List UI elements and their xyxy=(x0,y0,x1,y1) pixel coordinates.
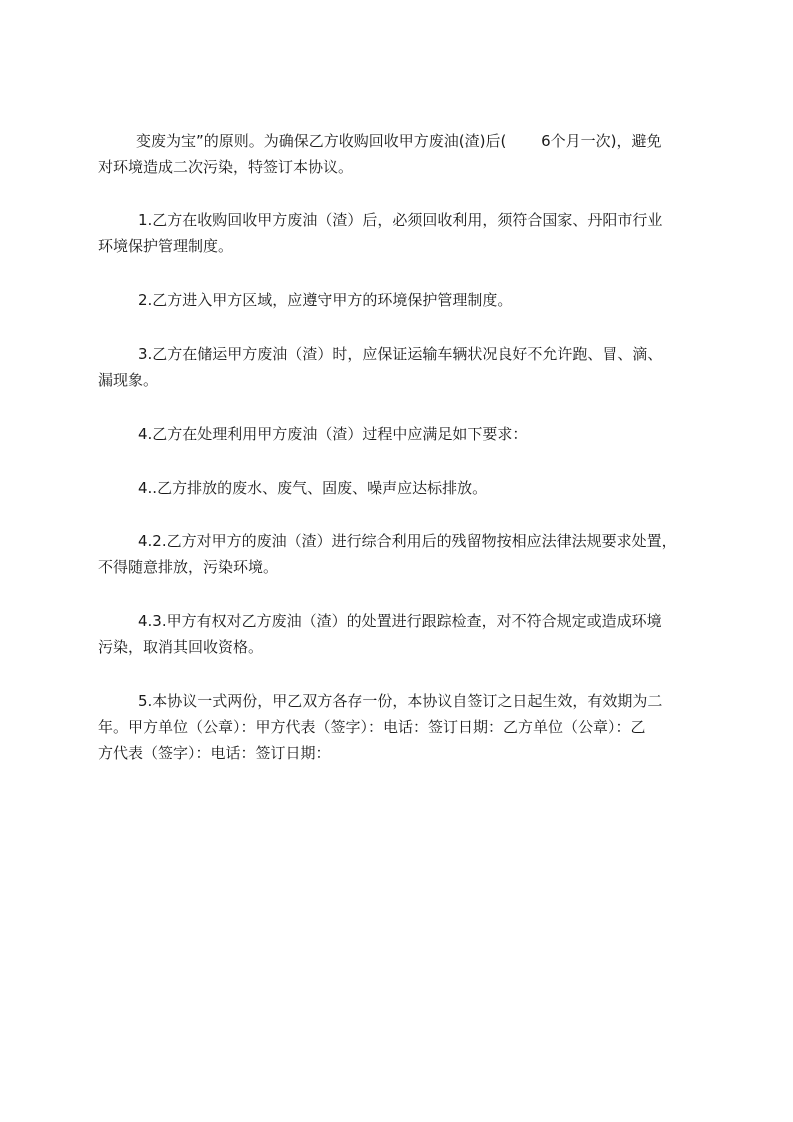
paragraph-clause-5 xyxy=(98,688,704,766)
paragraph-line: 4.3.甲方有权对乙方废油（渣）的处置进行跟踪检查，对不符合规定或造成环境 xyxy=(138,612,662,630)
paragraph-line: 年。甲方单位（公章）：甲方代表（签字）：电话：签订日期：乙方单位（公章）：乙 xyxy=(98,718,646,736)
paragraph-line: 4.乙方在处理利用甲方废油（渣）过程中应满足如下要求： xyxy=(138,425,528,443)
paragraph-clause-1 xyxy=(98,207,704,259)
paragraph-clause-3 xyxy=(98,341,704,393)
paragraph-line: 漏现象。 xyxy=(98,371,159,389)
paragraph-intro xyxy=(98,128,704,180)
paragraph-line: 不得随意排放，污染环境。 xyxy=(98,558,279,576)
paragraph-line: 5.本协议一式两份，甲乙双方各存一份，本协议自签订之日起生效，有效期为二 xyxy=(138,692,663,710)
paragraph-line: 环境保护管理制度。 xyxy=(98,237,234,255)
paragraph-line: 4..乙方排放的废水、废气、固废、噪声应达标排放。 xyxy=(138,479,488,497)
paragraph-line: 对环境造成二次污染，特签订本协议。 xyxy=(98,158,354,176)
paragraph-clause-2 xyxy=(98,287,704,313)
paragraph-line: 1.乙方在收购回收甲方废油（渣）后，必须回收利用，须符合国家、丹阳市行业 xyxy=(138,211,663,229)
paragraph-line: 变废为宝”的原则。为确保乙方收购回收甲方废油(渣)后( 6个月一次)，避免 xyxy=(136,132,662,150)
paragraph-clause-4-2 xyxy=(98,528,704,580)
paragraph-line: 2.乙方进入甲方区域，应遵守甲方的环境保护管理制度。 xyxy=(138,291,513,309)
paragraph-line: 3.乙方在储运甲方废油（渣）时，应保证运输车辆状况良好不允许跑、冒、滴、 xyxy=(138,345,663,363)
paragraph-clause-4-1 xyxy=(98,475,704,501)
paragraph-clause-4-3 xyxy=(98,608,704,660)
paragraph-line: 4.2.乙方对甲方的废油（渣）进行综合利用后的残留物按相应法律法规要求处置， xyxy=(138,532,677,550)
paragraph-line: 污染，取消其回收资格。 xyxy=(98,638,264,656)
paragraph-line: 方代表（签字）：电话：签订日期： xyxy=(98,744,331,762)
paragraph-clause-4 xyxy=(98,421,704,447)
